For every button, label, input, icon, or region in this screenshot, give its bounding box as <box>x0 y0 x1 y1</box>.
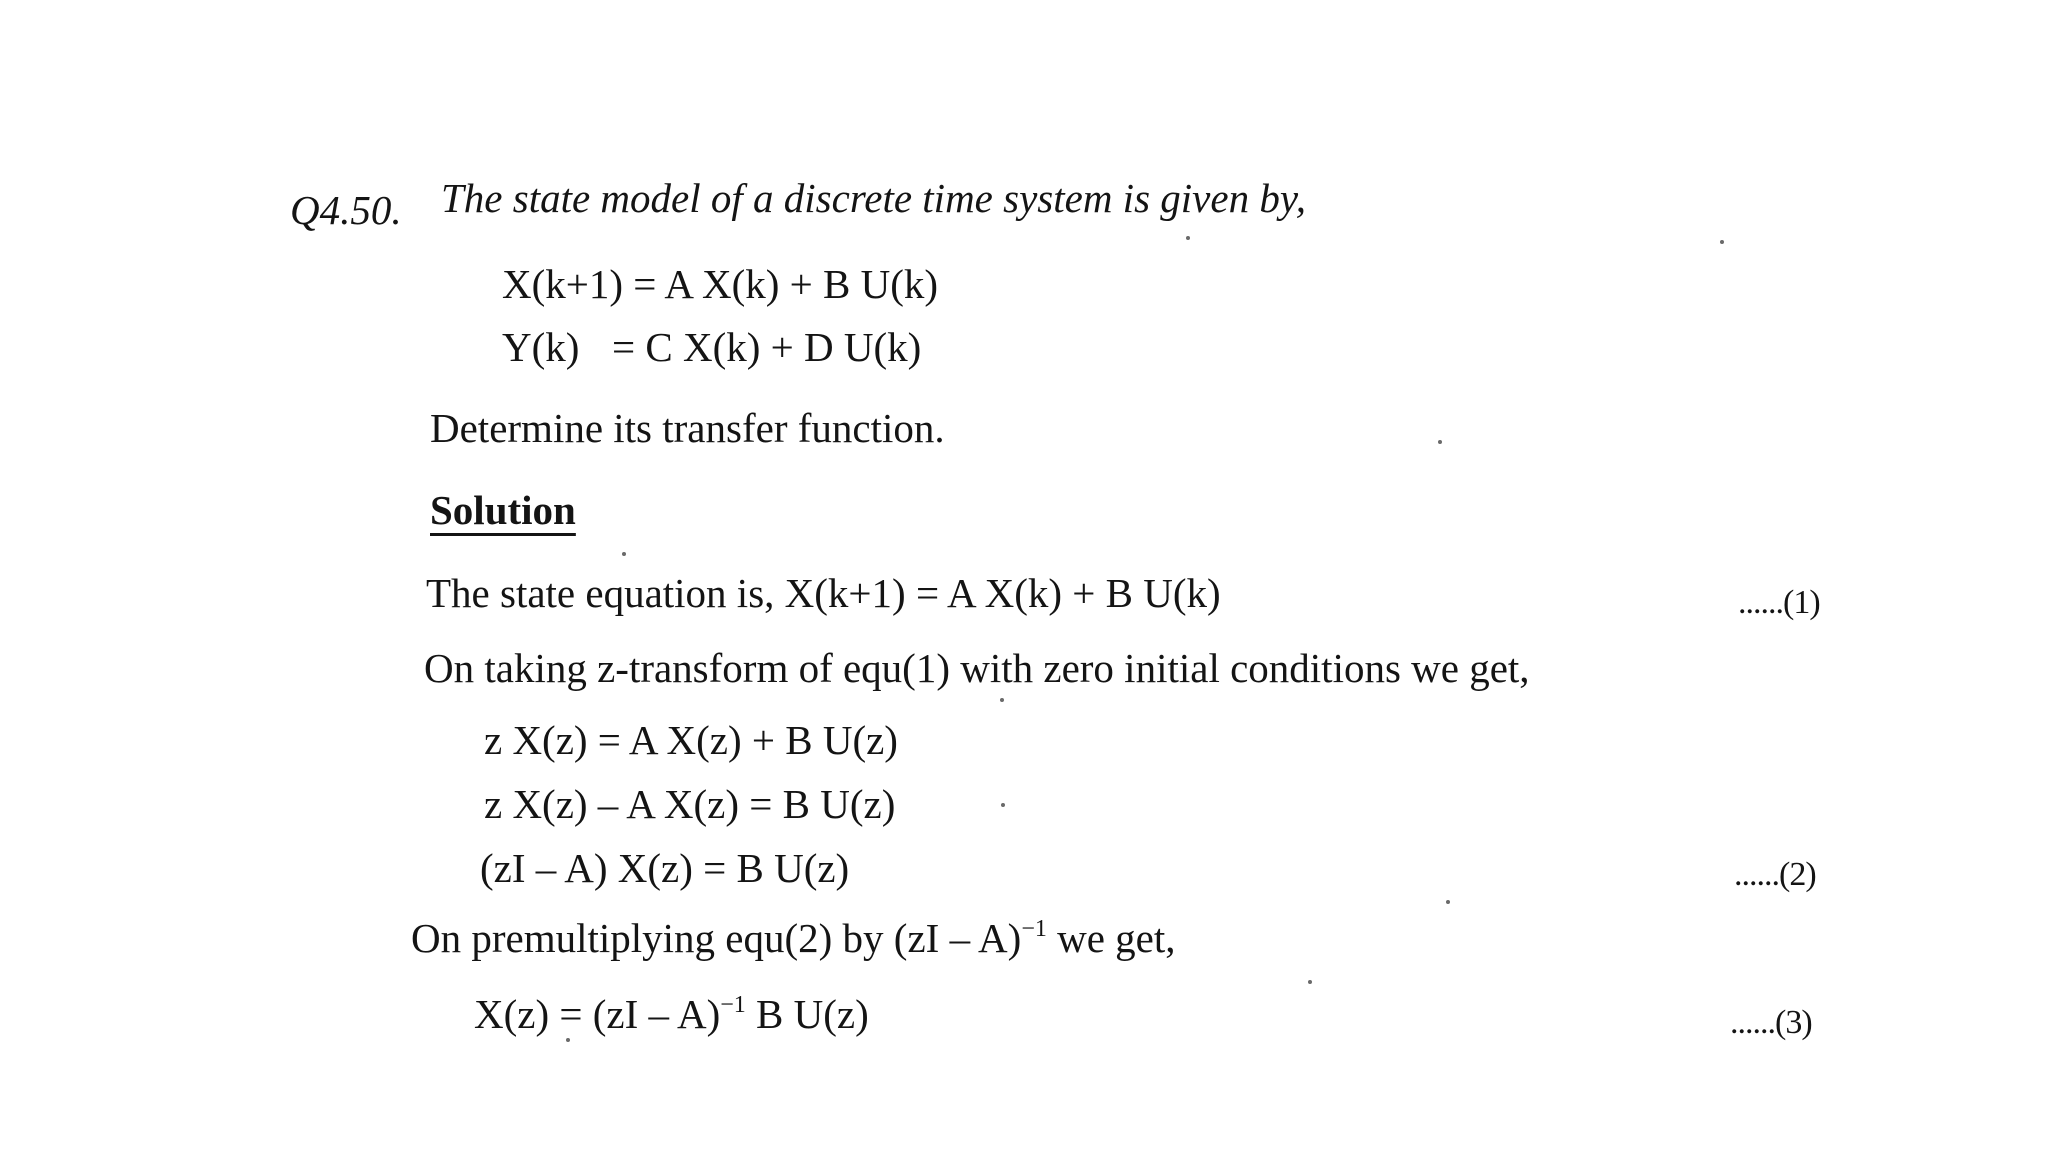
scan-speck <box>1001 803 1005 807</box>
solution-line-state-equation: The state equation is, X(k+1) = A X(k) + B U(k) <box>426 570 1221 616</box>
state-equation: X(k+1) = A X(k) + B U(k) <box>502 261 939 307</box>
scan-speck <box>1446 900 1450 904</box>
scan-speck <box>566 1038 570 1042</box>
solution-line-z-transform: On taking z-transform of equ(1) with zero initial conditions we get, <box>424 645 1530 691</box>
equation-tag-2: ......(2) <box>1734 856 1816 893</box>
solution-heading: Solution <box>430 487 576 533</box>
inverse-superscript: −1 <box>1021 916 1047 942</box>
question-number: Q4.50. <box>290 187 402 233</box>
scan-speck <box>1186 236 1190 240</box>
output-equation-lhs: Y(k) <box>502 324 580 370</box>
premultiply-text: On premultiplying equ(2) by (zI – A) <box>411 915 1022 961</box>
derivation-equation-3: (zI – A) X(z) = B U(z) <box>480 845 850 891</box>
equation-tag-1: ......(1) <box>1738 584 1820 621</box>
scan-speck <box>1000 698 1004 702</box>
derivation-equation-2: z X(z) – A X(z) = B U(z) <box>484 781 896 827</box>
solution-line-premultiply <box>411 915 1176 961</box>
equation-4-rhs: B U(z) <box>745 991 869 1037</box>
output-equation <box>502 324 922 370</box>
derivation-equation-1: z X(z) = A X(z) + B U(z) <box>484 717 898 763</box>
scan-speck <box>1308 980 1312 984</box>
derivation-equation-4 <box>474 991 869 1037</box>
scan-speck <box>622 552 626 556</box>
question-prompt: Determine its transfer function. <box>430 405 945 451</box>
equation-4-lhs: X(z) = (zI – A) <box>474 991 721 1037</box>
premultiply-suffix: we get, <box>1046 915 1176 961</box>
output-equation-rhs: = C X(k) + D U(k) <box>612 324 922 370</box>
equation-tag-3: ......(3) <box>1730 1004 1812 1041</box>
equation-4-superscript: −1 <box>720 992 746 1018</box>
question-text: The state model of a discrete time system is given by, <box>441 175 1307 221</box>
scan-speck <box>1438 440 1442 444</box>
scan-speck <box>1720 240 1724 244</box>
